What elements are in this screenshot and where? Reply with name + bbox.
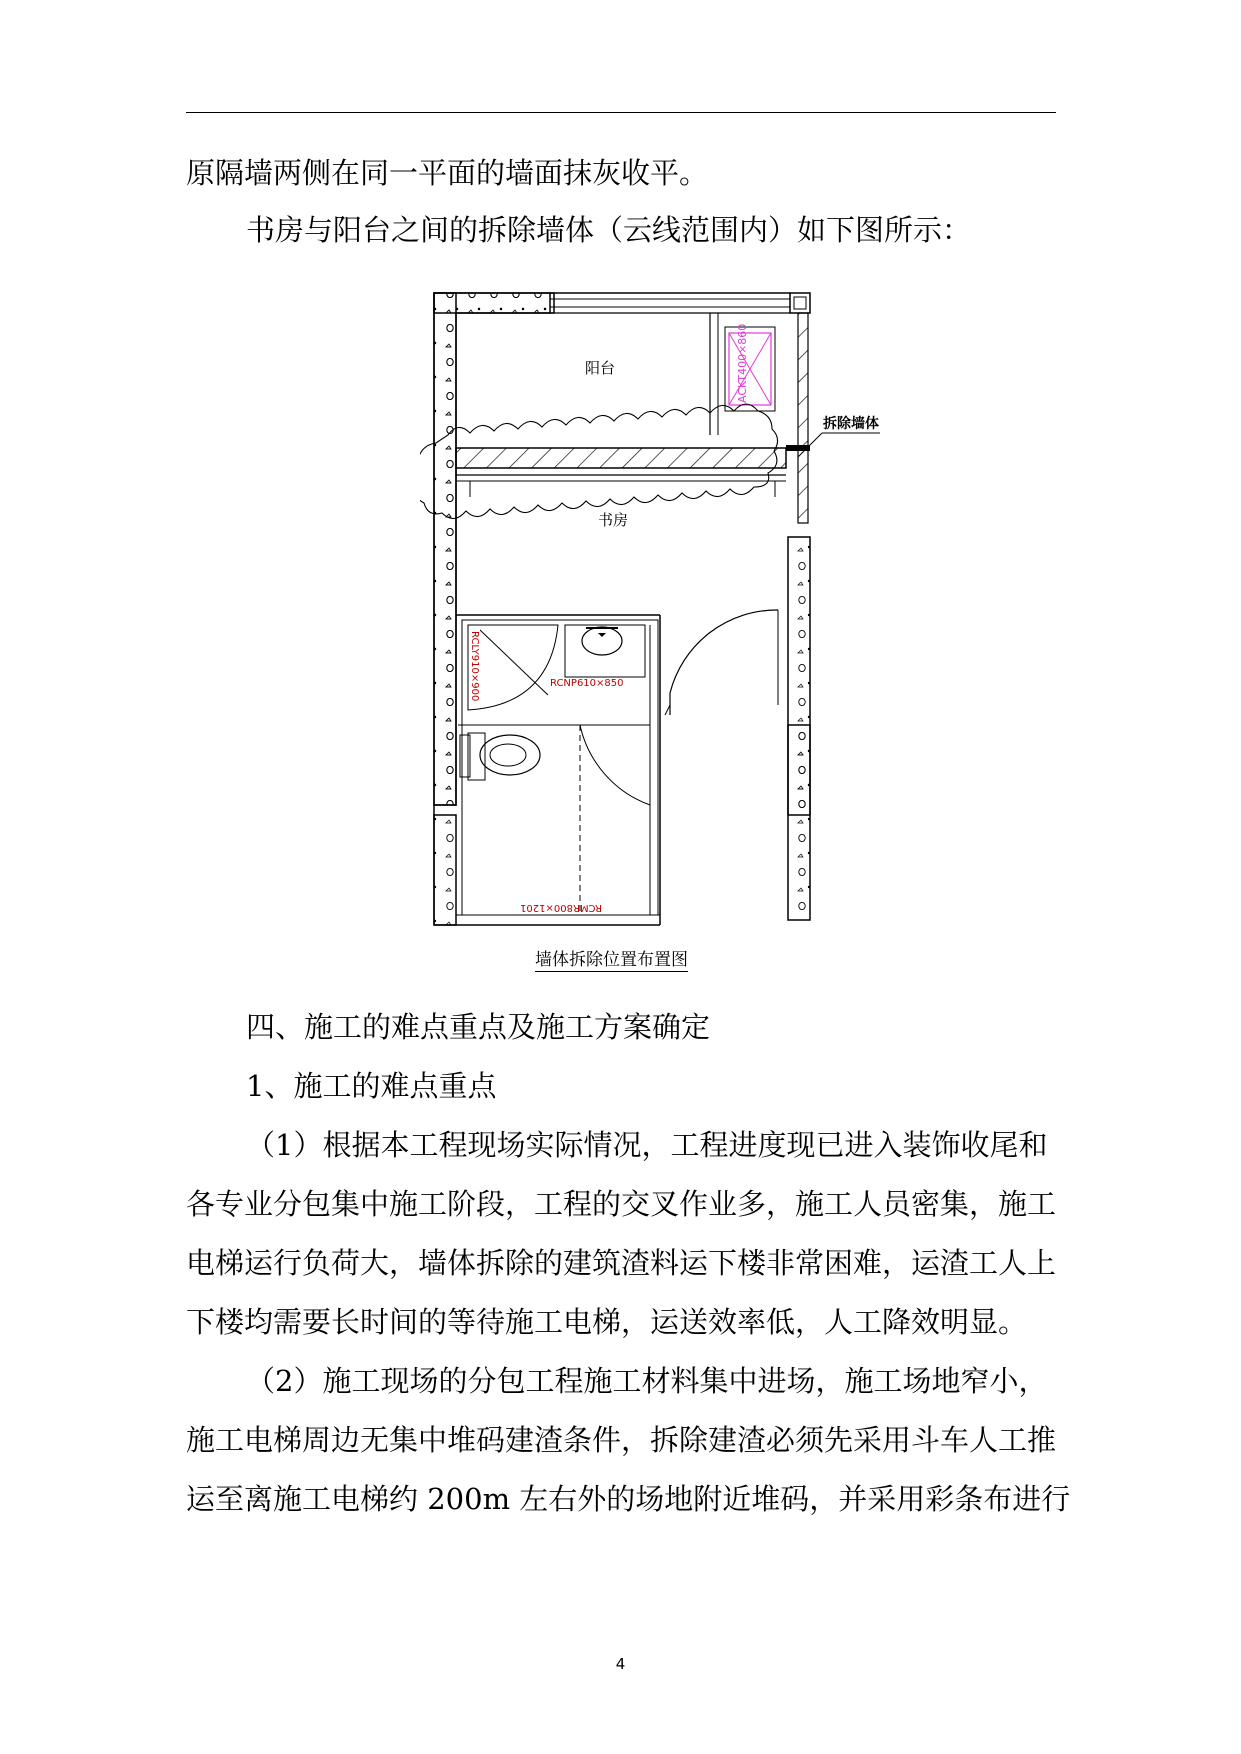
- paragraph-line: 电梯运行负荷大，墙体拆除的建筑渣料运下楼非常困难，运渣工人上: [186, 1246, 1057, 1280]
- basin-tag: RCNP610×850: [550, 678, 624, 689]
- figure-caption: 墙体拆除位置布置图: [535, 945, 688, 972]
- shower-tag: RCLY910×900: [469, 631, 480, 702]
- callout-label: 拆除墙体: [823, 416, 879, 432]
- demolition-wall: [420, 404, 810, 519]
- paragraph-line: （1）根据本工程现场实际情况，工程进度现已进入装饰收尾和: [246, 1128, 1048, 1162]
- paragraph-line: 各专业分包集中施工阶段，工程的交叉作业多，施工人员密集，施工: [186, 1187, 1057, 1221]
- toilet-tag: RCMR800×1201: [520, 902, 602, 913]
- paragraph-line: 运至离施工电梯约 200m 左右外的场地附近堆码，并采用彩条布进行: [186, 1482, 1071, 1516]
- header-rule: [186, 112, 1056, 113]
- room-label-study: 书房: [598, 511, 629, 529]
- bathroom-area: [458, 620, 658, 915]
- paragraph-line: 施工电梯周边无集中堆码建渣条件，拆除建渣必须先采用斗车人工推: [186, 1423, 1057, 1457]
- demolition-callout: [798, 415, 880, 457]
- exterior-walls: [434, 293, 810, 925]
- paragraph-line: 书房与阳台之间的拆除墙体（云线范围内）如下图所示：: [246, 213, 972, 247]
- paragraph-line: 下楼均需要长时间的等待施工电梯，运送效率低，人工降效明显。: [186, 1305, 1028, 1339]
- subsection-heading: 1、施工的难点重点: [246, 1069, 497, 1103]
- balcony-area: [585, 313, 775, 435]
- page-number: 4: [615, 1655, 626, 1673]
- paragraph-line: （2）施工现场的分包工程施工材料集中进场，施工场地窄小，: [246, 1364, 1048, 1398]
- room-label-balcony: 阳台: [585, 359, 616, 377]
- study-area: [456, 511, 778, 925]
- floor-plan-figure: [420, 285, 880, 930]
- cabinet-tag: ACKT400×860: [736, 323, 749, 403]
- paragraph-line: 原隔墙两侧在同一平面的墙面抹灰收平。: [186, 156, 709, 190]
- section-heading: 四、施工的难点重点及施工方案确定: [246, 1010, 711, 1044]
